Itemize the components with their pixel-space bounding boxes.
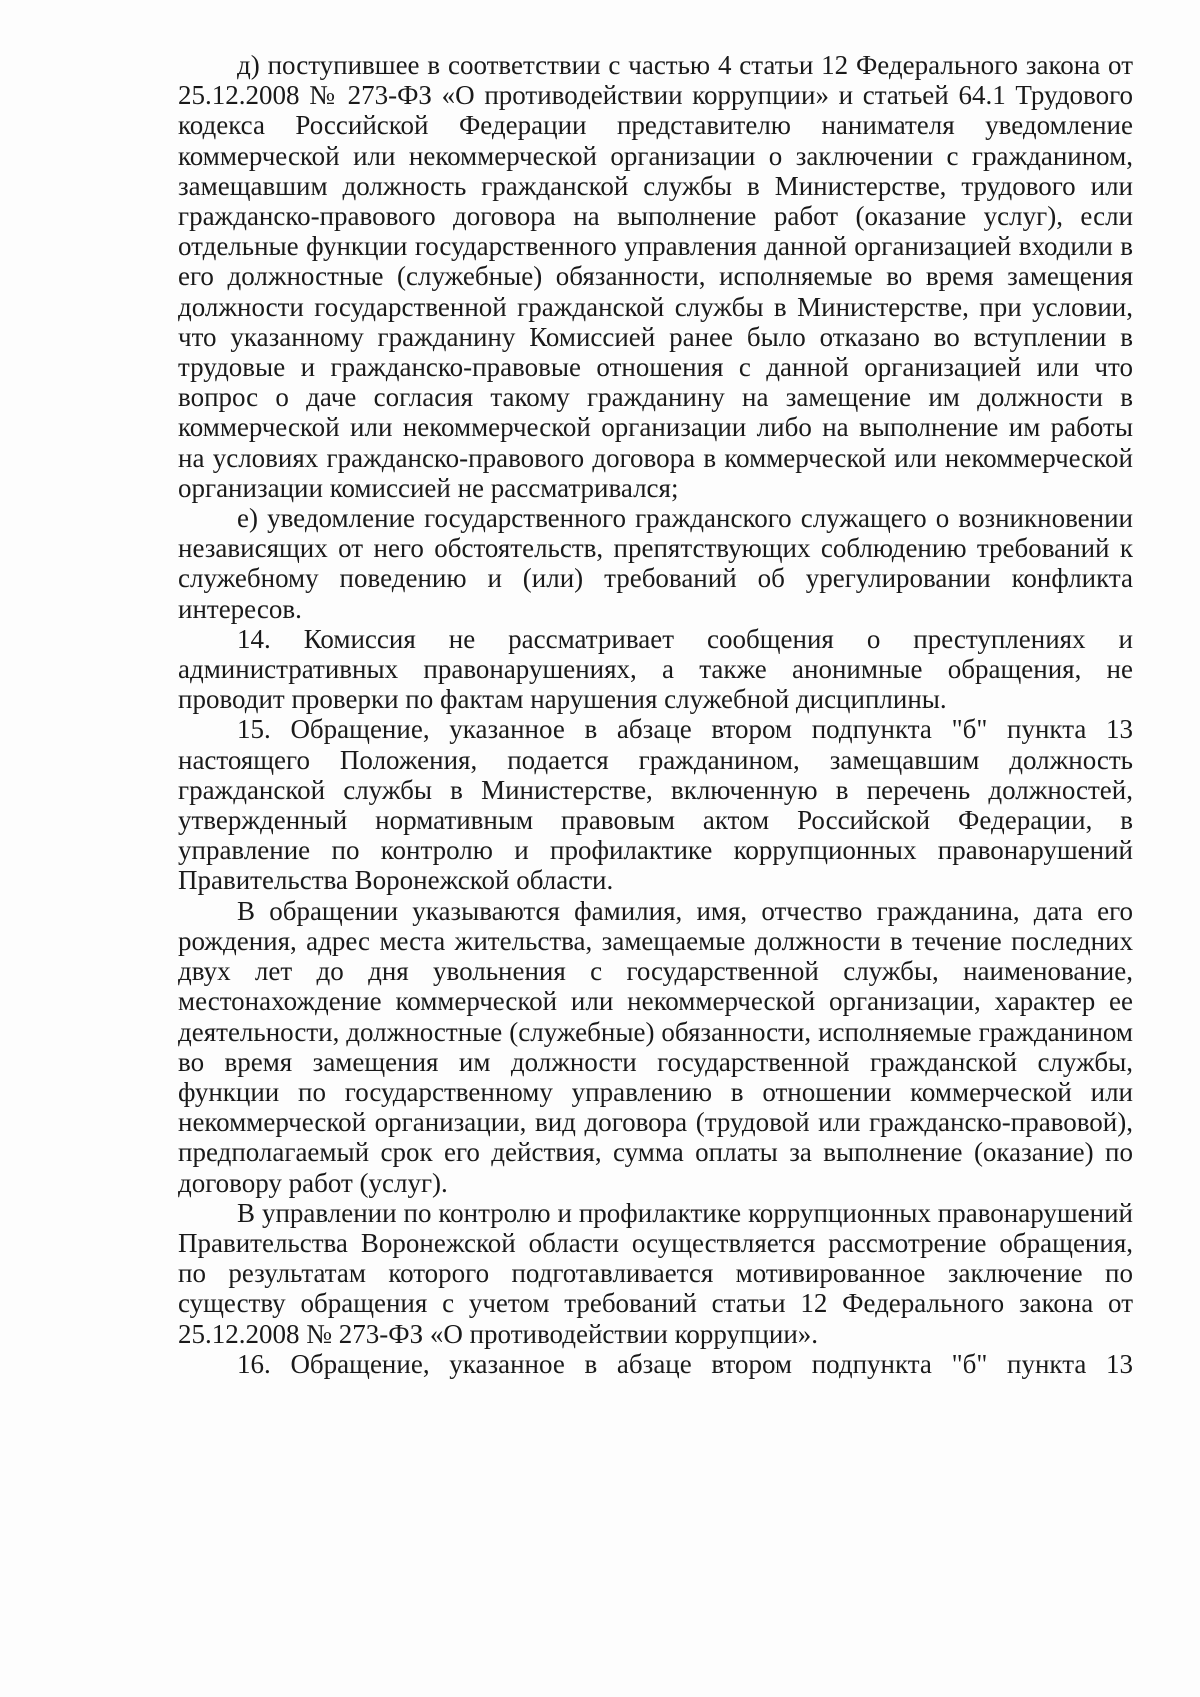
paragraph-15-review: В управлении по контролю и профилактике коррупционных правонарушений Правительства Воронежской области осуществляется рассмотрение обращения, по результатам которого подготавливается мотивированное заключение по существу обращения с учетом требований статьи 12 Федерального закона от 25.12.2008 № 273-ФЗ «О противодействии коррупции». — [178, 1197, 1133, 1349]
paragraph-15: 15. Обращение, указанное в абзаце втором подпункта "б" пункта 13 настоящего Положения, подается гражданином, замещавшим должность гражданской службы в Министерстве, включенную в перечень должностей, утвержденный нормативным правовым актом Российской Федерации, в управление по контролю и профилактике коррупционных правонарушений Правительства Воронежской области. — [178, 714, 1133, 896]
paragraph-16: 16. Обращение, указанное в абзаце втором подпункта "б" пункта 13 — [237, 1348, 1133, 1379]
document-body — [178, 50, 1133, 1379]
paragraph-14: 14. Комиссия не рассматривает сообщения о преступлениях и административных правонарушениях, а также анонимные обращения, не проводит проверки по фактам нарушения служебной дисциплины. — [178, 623, 1133, 715]
paragraph-item-e: е) уведомление государственного гражданского служащего о возникновении независящих от него обстоятельств, препятствующих соблюдению требований к служебному поведению и (или) требований об урегулировании конфликта интересов. — [178, 503, 1133, 624]
paragraph-item-d: д) поступившее в соответствии с частью 4 статьи 12 Федерального закона от 25.12.2008 № 273-ФЗ «О противодействии коррупции» и статьей 64.1 Трудового кодекса Российской Федерации представителю нанимателя уведомление коммерческой или некоммерческой организации о заключении с гражданином, замещавшим должность гражданской службы в Министерстве, трудового или гражданско-правового договора на выполнение работ (оказание услуг), если отдельные функции государственного управления данной организацией входили в его должностные (служебные) обязанности, исполняемые во время замещения должности государственной гражданской службы в Министерстве, при условии, что указанному гражданину Комиссией ранее было отказано во вступлении в трудовые и гражданско-правовые отношения с данной организацией или что вопрос о даче согласия такому гражданину на замещение им должности в коммерческой или некоммерческой организации либо на выполнение им работы на условиях гражданско-правового договора в коммерческой или некоммерческой организации комиссией не рассматривался; — [178, 50, 1133, 503]
paragraph-15-details: В обращении указываются фамилия, имя, отчество гражданина, дата его рождения, адрес места жительства, замещаемые должности в течение последних двух лет до дня увольнения с государственной службы, наименование, местонахождение коммерческой или некоммерческой организации, характер ее деятельности, должностные (служебные) обязанности, исполняемые гражданином во время замещения им должности государственной гражданской службы, функции по государственному управлению в отношении коммерческой или некоммерческой организации, вид договора (трудовой или гражданско-правовой), предполагаемый срок его действия, сумма оплаты за выполнение (оказание) по договору работ (услуг). — [178, 895, 1133, 1198]
